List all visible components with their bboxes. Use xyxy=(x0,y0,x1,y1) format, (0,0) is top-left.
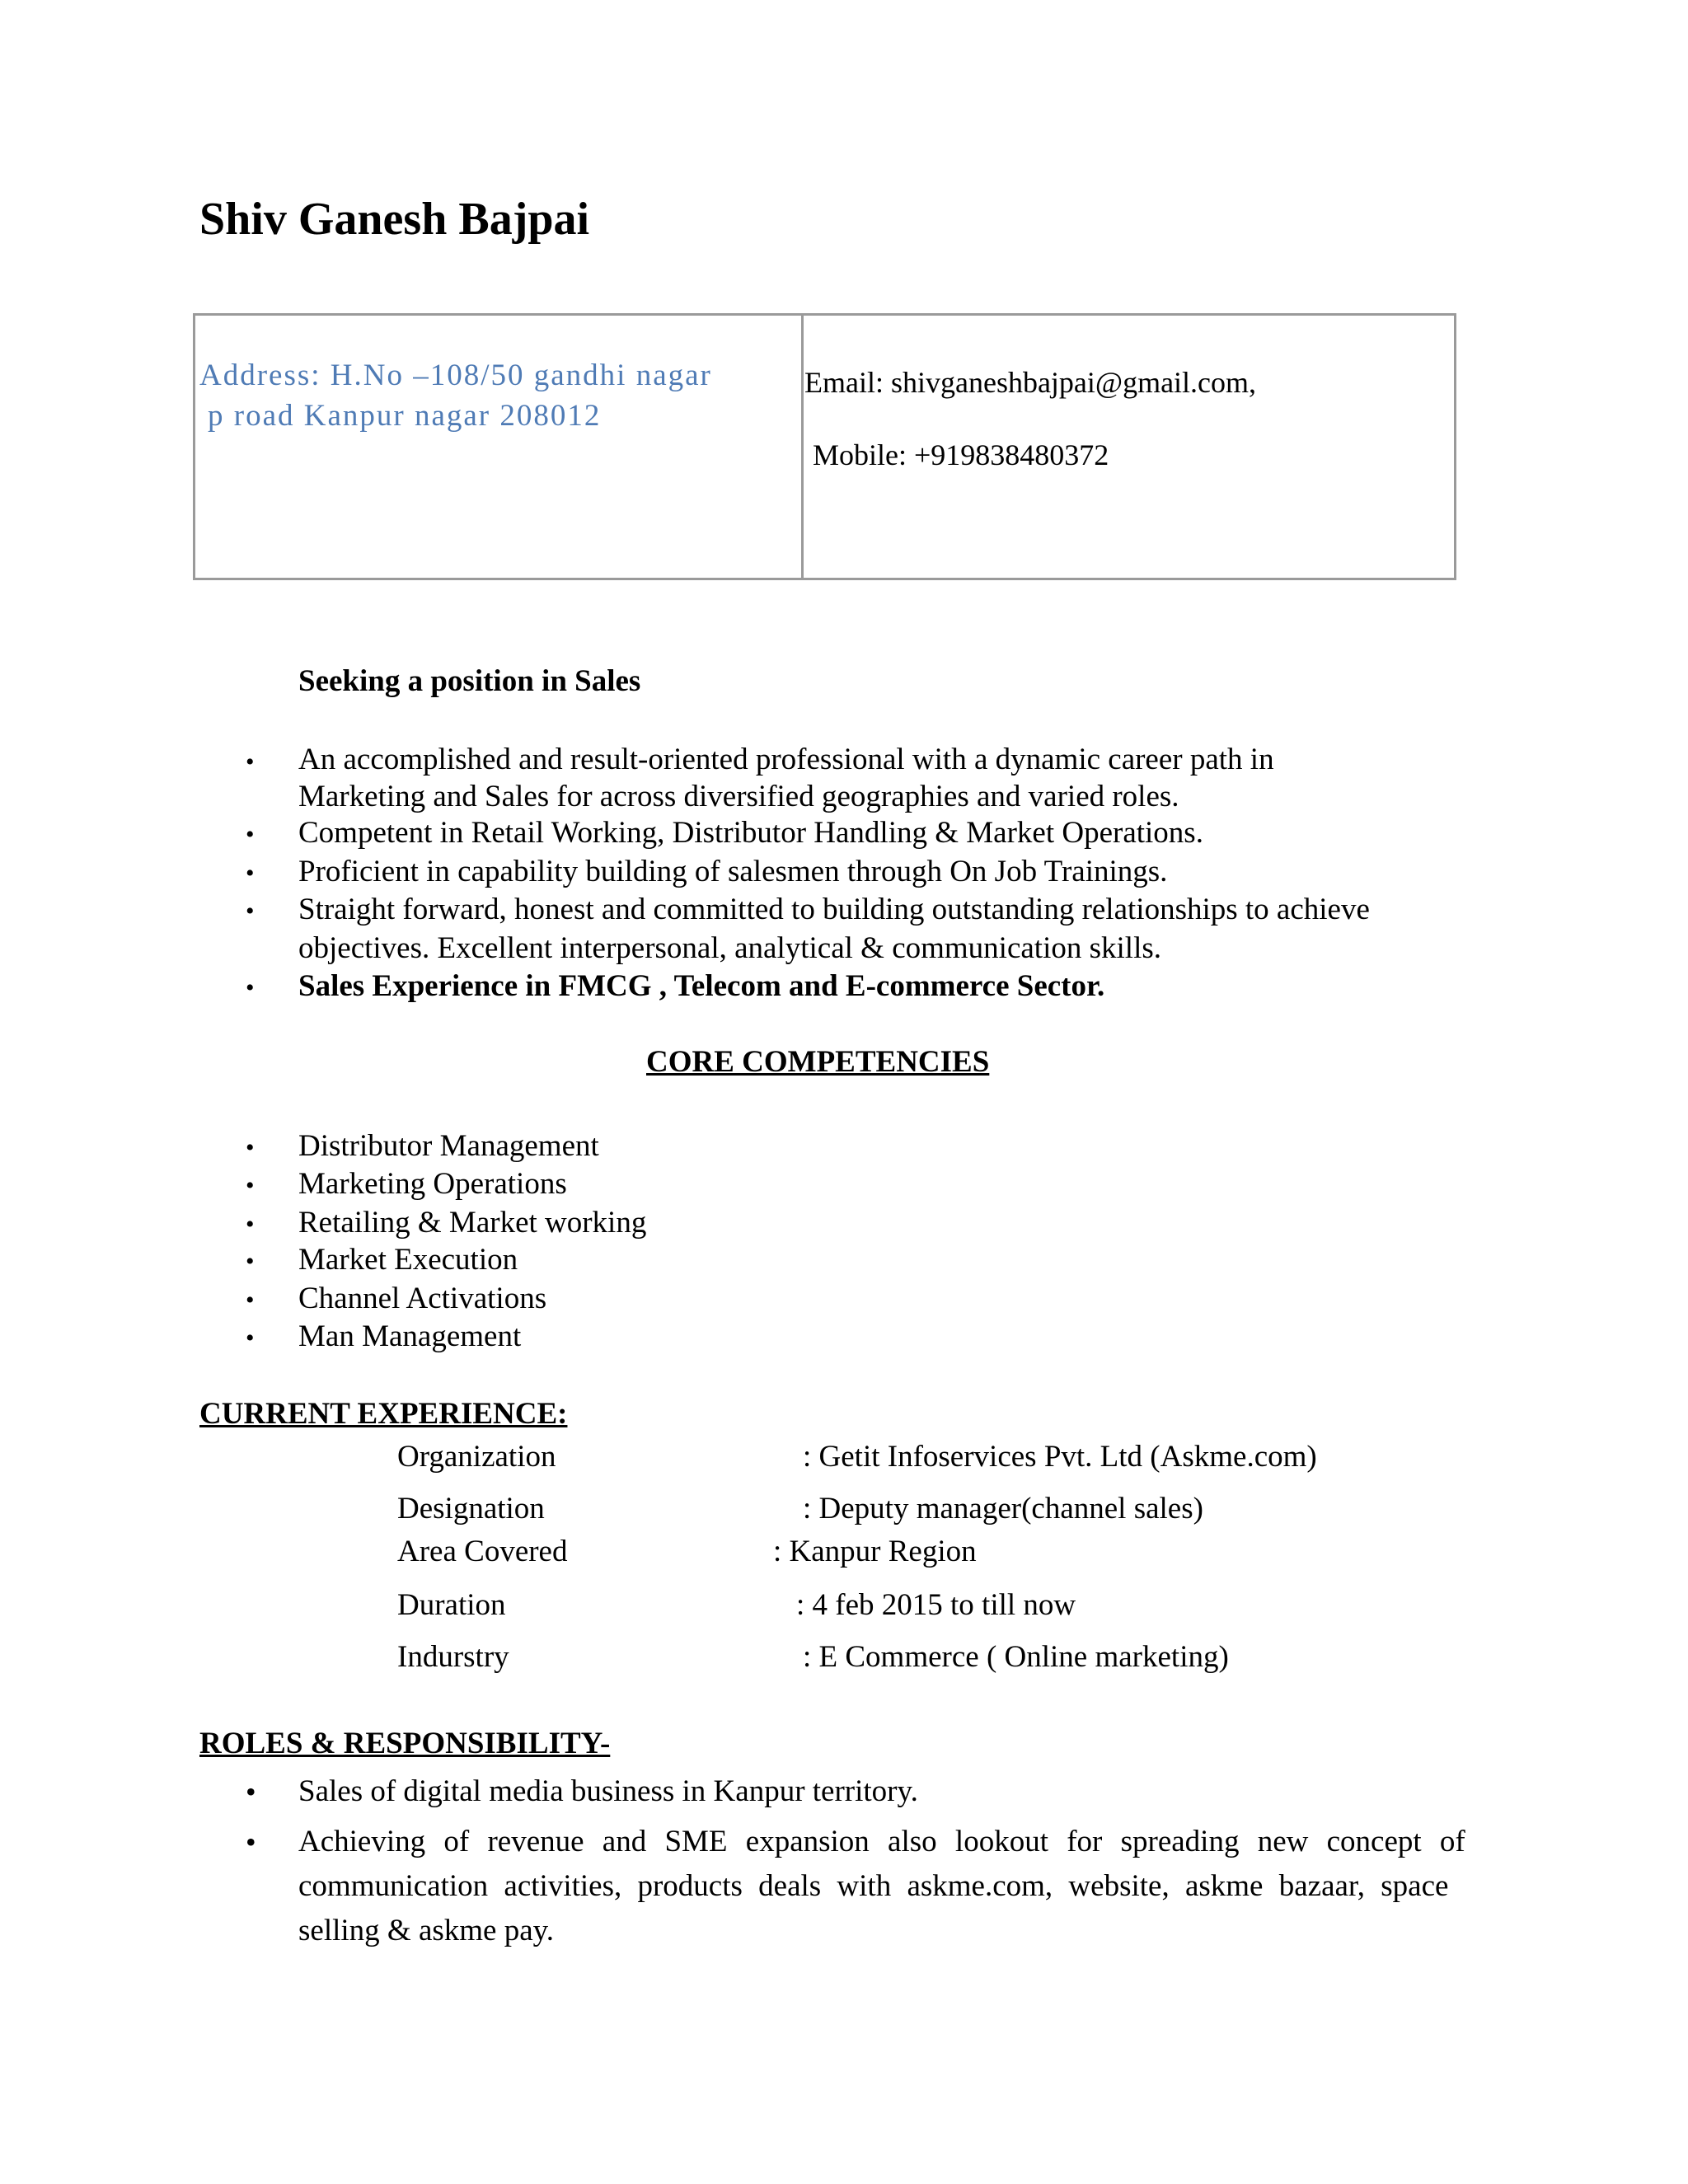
address-line-1: Address: H.No –108/50 gandhi nagar xyxy=(199,359,712,392)
bullet-icon: • xyxy=(246,1324,255,1352)
email-text: Email: shivganeshbajpai@gmail.com, xyxy=(804,366,1257,399)
summary-line: Marketing and Sales for across diversified geographies and varied roles. xyxy=(298,780,1179,813)
experience-value: : Getit Infoservices Pvt. Ltd (Askme.com) xyxy=(803,1440,1317,1474)
bullet-icon: • xyxy=(246,974,255,1001)
experience-label: Duration xyxy=(397,1588,506,1622)
address-line-2: p road Kanpur nagar 208012 xyxy=(208,399,602,433)
bullet-icon: • xyxy=(246,898,255,925)
bullet-icon: • xyxy=(246,1286,255,1314)
current-experience-heading: CURRENT EXPERIENCE: xyxy=(199,1397,568,1431)
mobile-text: Mobile: +919838480372 xyxy=(813,438,1109,471)
bullet-icon: • xyxy=(246,748,255,776)
competency-item: Marketing Operations xyxy=(298,1167,567,1201)
experience-value: : E Commerce ( Online marketing) xyxy=(803,1640,1229,1674)
experience-label: Designation xyxy=(397,1492,545,1526)
candidate-name: Shiv Ganesh Bajpai xyxy=(199,194,590,245)
competency-item: Market Execution xyxy=(298,1243,518,1277)
experience-value: : Deputy manager(channel sales) xyxy=(803,1492,1203,1526)
competency-item: Man Management xyxy=(298,1319,522,1353)
role-line: Achieving of revenue and SME expansion also lookout for spreading new concept of xyxy=(298,1825,1465,1858)
experience-value: : 4 feb 2015 to till now xyxy=(796,1588,1076,1622)
experience-value: : Kanpur Region xyxy=(773,1535,977,1568)
competency-item: Distributor Management xyxy=(298,1129,599,1163)
summary-line: Sales Experience in FMCG , Telecom and E-commerce Sector. xyxy=(298,969,1105,1003)
summary-line: Competent in Retail Working, Distributor Handling & Market Operations. xyxy=(298,816,1203,850)
summary-line: objectives. Excellent interpersonal, analytical & communication skills. xyxy=(298,931,1162,965)
bullet-icon: • xyxy=(246,1248,255,1275)
bullet-icon: • xyxy=(246,1134,255,1161)
bullet-icon: • xyxy=(246,1775,256,1808)
summary-line: Straight forward, honest and committed to building outstanding relationships to achieve xyxy=(298,893,1370,926)
experience-label: Area Covered xyxy=(397,1535,568,1568)
role-line: communication activities, products deals with askme.com, website, askme bazaar, space xyxy=(298,1869,1449,1903)
competency-item: Channel Activations xyxy=(298,1282,547,1315)
experience-label: Indurstry xyxy=(397,1640,509,1674)
summary-line: Proficient in capability building of salesmen through On Job Trainings. xyxy=(298,855,1168,888)
core-competencies-heading: CORE COMPETENCIES xyxy=(646,1045,990,1079)
objective-heading: Seeking a position in Sales xyxy=(298,664,641,698)
summary-line: An accomplished and result-oriented professional with a dynamic career path in xyxy=(298,743,1274,776)
bullet-icon: • xyxy=(246,821,255,848)
bullet-icon: • xyxy=(246,1172,255,1199)
roles-heading: ROLES & RESPONSIBILITY- xyxy=(199,1727,611,1760)
experience-label: Organization xyxy=(397,1440,556,1474)
competency-item: Retailing & Market working xyxy=(298,1206,647,1240)
role-line: selling & askme pay. xyxy=(298,1914,554,1947)
contact-table-divider xyxy=(801,313,804,580)
bullet-icon: • xyxy=(246,860,255,887)
role-line: Sales of digital media business in Kanpur territory. xyxy=(298,1774,918,1808)
bullet-icon: • xyxy=(246,1211,255,1238)
bullet-icon: • xyxy=(246,1825,256,1858)
